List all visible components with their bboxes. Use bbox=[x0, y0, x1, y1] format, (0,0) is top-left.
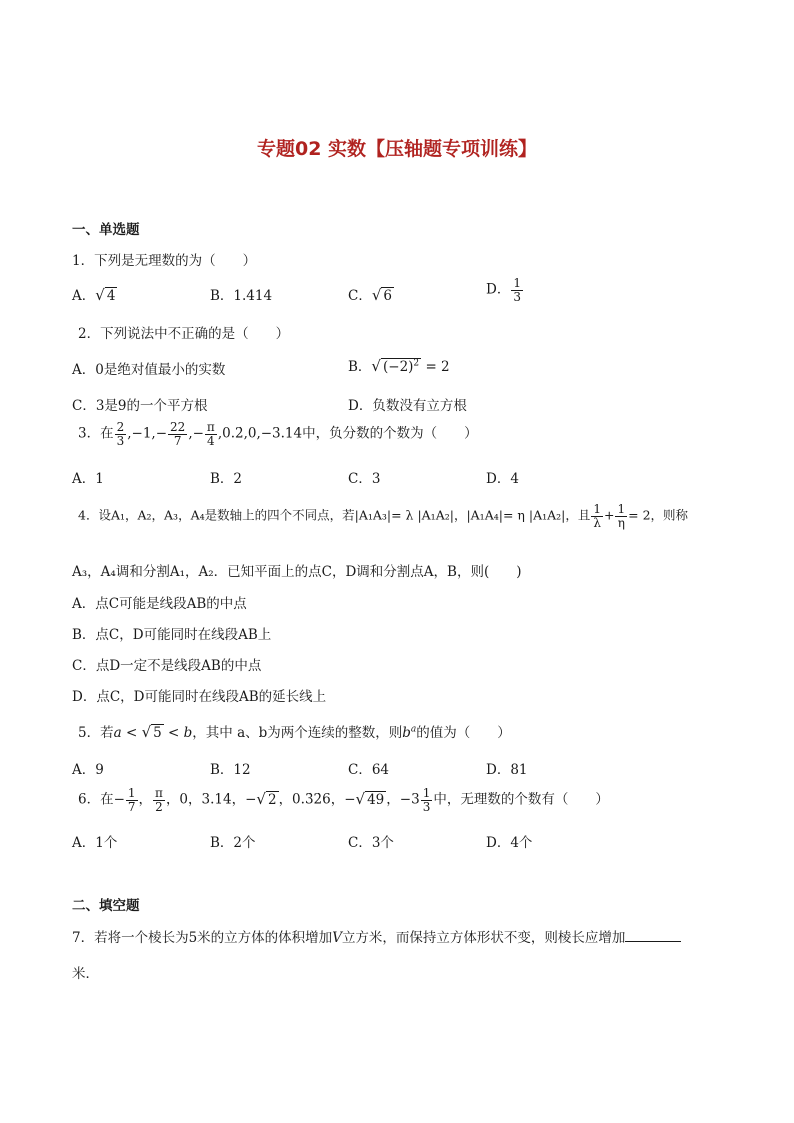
fraction: $\frac{\pi}{4}$ bbox=[206, 420, 215, 448]
question-4-option-a: A．点C可能是线段AB的中点 bbox=[72, 596, 247, 612]
answer-blank[interactable] bbox=[625, 929, 681, 942]
question-5-option-c: C．64 bbox=[348, 762, 390, 778]
question-6-stem: 6．在− $\frac{1}{7}$ ， $\frac{\pi}{2}$ ，0，3.14，−√ 2 ，0.3̇2̇6，−√ 49 ，−3 $\frac{1}{3}$ 中，无理数的个数有（ ） bbox=[78, 786, 609, 814]
question-3-stem: 3．在 $\frac{2}{3}$ ,−1,− $\frac{22}{7}$ ,− $\frac{\pi}{4}$ ,0.2̇,0,−3.14中，负分数的个数为（ ） bbox=[78, 420, 478, 448]
question-7-stem-line-1: 7．若将一个棱长为5米的立方体的体积增加V立方米，而保持立方体形状不变，则棱长应增加 bbox=[72, 926, 681, 946]
question-6-option-d: D．4个 bbox=[486, 835, 533, 851]
question-5-option-d: D．81 bbox=[486, 762, 528, 778]
question-6-option-a: A．1个 bbox=[72, 835, 118, 851]
question-1-option-d: D． $\frac{1}{3}$ bbox=[486, 276, 521, 304]
sqrt-symbol: √ $(-2)^2$ bbox=[371, 357, 420, 375]
question-5-option-a: A．9 bbox=[72, 762, 104, 778]
sqrt-symbol: √ 2 bbox=[256, 789, 277, 808]
question-4-stem-line-2: A₃，A₄调和分割A₁，A₂．已知平面上的点C，D调和分割点A，B，则( ) bbox=[72, 564, 522, 580]
question-6-option-b: B．2个 bbox=[210, 835, 256, 851]
fraction: $\frac{1}{3}$ bbox=[513, 276, 521, 304]
sqrt-symbol: √ 4 bbox=[95, 286, 116, 304]
question-2-option-c: C．3是9的一个平方根 bbox=[72, 398, 208, 414]
question-3-option-b: B．2 bbox=[210, 471, 243, 487]
fraction: $\frac{1}{\eta}$ bbox=[617, 502, 626, 530]
question-4-option-b: B．点C，D可能同时在线段AB上 bbox=[72, 627, 272, 643]
question-6-option-c: C．3个 bbox=[348, 835, 394, 851]
question-1-option-b: B．1.414 bbox=[210, 288, 273, 304]
fraction: $\frac{22}{7}$ bbox=[170, 420, 186, 448]
question-5-option-b: B．12 bbox=[210, 762, 251, 778]
question-4-stem-line-1: 4．设A₁，A₂，A₃，A₄是数轴上的四个不同点，若|A₁A₃|= λ |A₁A₂|，|A₁A₄|= η |A₁A₂|，且 $\frac{1}{\lambda}$ + $\frac{1}{\eta}$ = 2，则称 bbox=[78, 502, 689, 530]
fraction: $\frac{1}{3}$ bbox=[422, 786, 431, 814]
question-4-option-d: D．点C，D可能同时在线段AB的延长线上 bbox=[72, 689, 327, 705]
section-heading-fill-blank: 二、填空题 bbox=[72, 898, 140, 914]
question-5-stem: 5．若a < √ 5 < b，其中 a、b为两个连续的整数，则$b^a$的值为（ ） bbox=[78, 723, 511, 741]
question-7-stem-line-2: 米． bbox=[72, 966, 99, 982]
sqrt-symbol: √ 6 bbox=[371, 286, 392, 304]
sqrt-symbol: √ 5 bbox=[141, 723, 162, 741]
fraction: $\frac{1}{7}$ bbox=[127, 786, 136, 814]
fraction: $\frac{2}{3}$ bbox=[116, 420, 125, 448]
section-heading-single-choice: 一、单选题 bbox=[72, 222, 140, 238]
question-1-stem: 1．下列是无理数的为（ ） bbox=[72, 253, 257, 269]
sqrt-symbol: √ 49 bbox=[355, 789, 385, 808]
fraction: $\frac{\pi}{2}$ bbox=[155, 786, 163, 814]
question-3-option-c: C．3 bbox=[348, 471, 381, 487]
question-2-option-b: B．√ $(-2)^2 = 2$ bbox=[348, 357, 450, 375]
question-2-option-a: A．0是绝对值最小的实数 bbox=[72, 362, 226, 378]
page-title: 专题02 实数【压轴题专项训练】 bbox=[256, 138, 538, 160]
question-1-option-a: A．√ 4 bbox=[72, 286, 116, 304]
question-3-option-a: A．1 bbox=[72, 471, 104, 487]
question-2-stem: 2．下列说法中不正确的是（ ） bbox=[78, 326, 290, 342]
fraction: $\frac{1}{\lambda}$ bbox=[593, 502, 601, 530]
question-4-option-c: C．点D一定不是线段AB的中点 bbox=[72, 658, 262, 674]
question-2-option-d: D．负数没有立方根 bbox=[348, 398, 467, 414]
question-3-option-d: D．4 bbox=[486, 471, 519, 487]
question-1-option-c: C．√ 6 bbox=[348, 286, 392, 304]
